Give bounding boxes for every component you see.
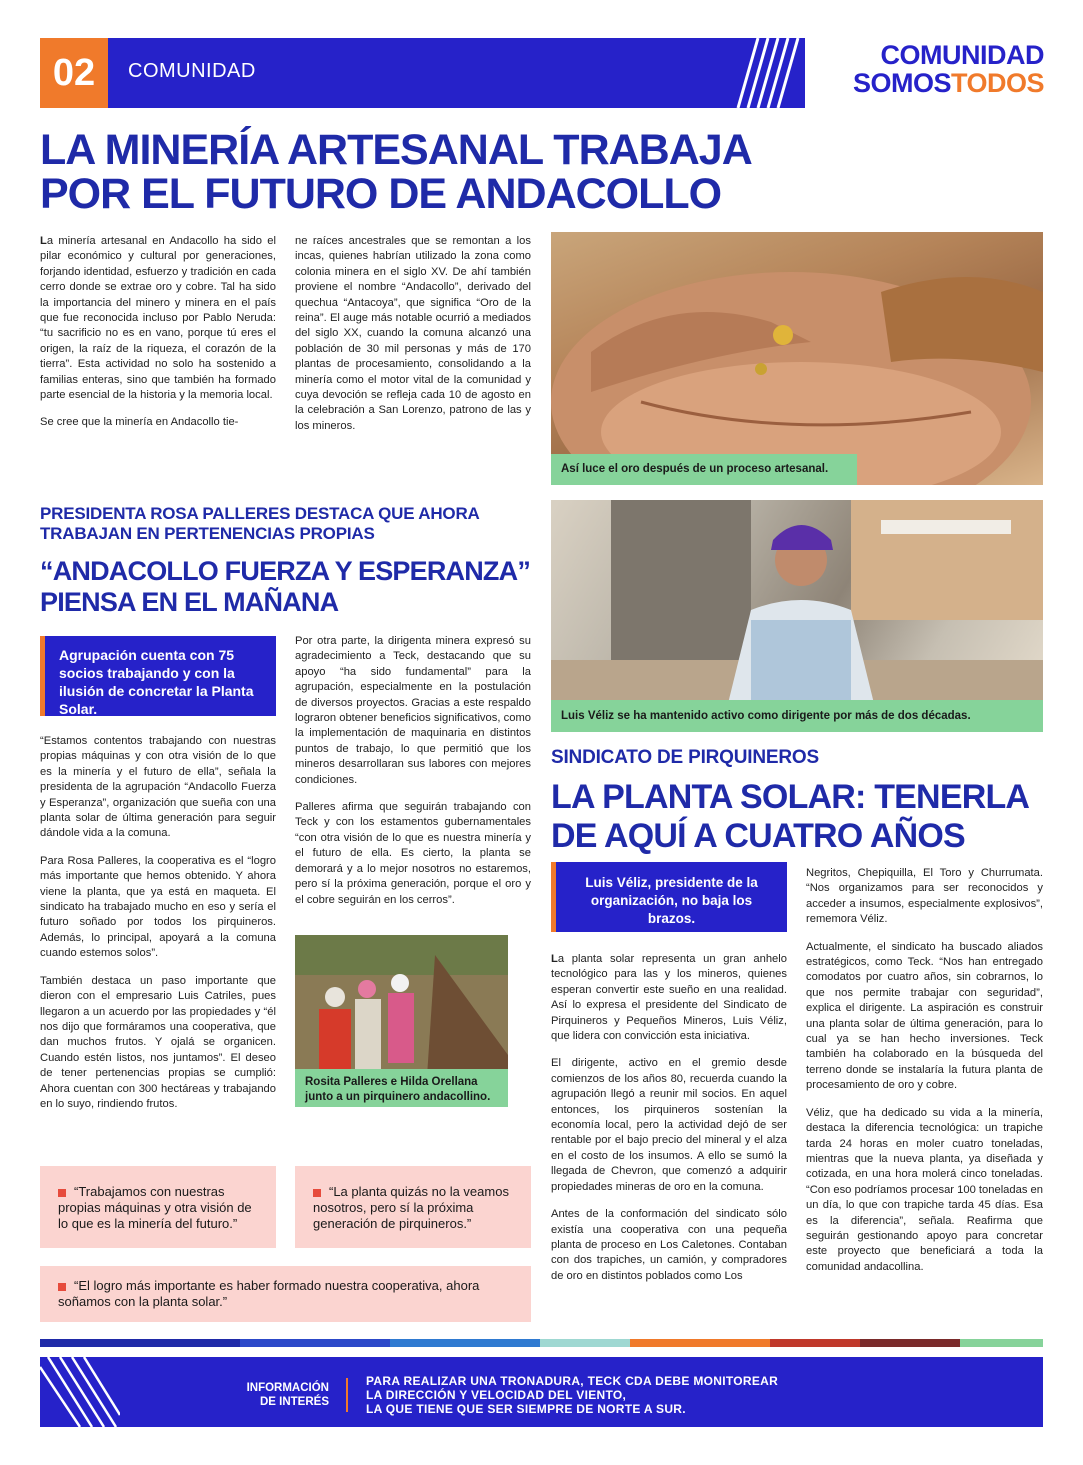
photo-gold-hand (551, 232, 1043, 485)
dropcap: L (551, 953, 558, 965)
title-line1: LA PLANTA SOLAR: TENERLA (551, 778, 1030, 816)
portrait-illustration (551, 500, 1043, 732)
paragraph: a planta solar representa un gran anhelo tecnológico para las y los mineros, quienes esperan convertir este sueño en una realidad. Así lo expresa el presidente del Sindicato de Pirquineros y Pequeños Mineros, Luis Véliz, que lidera con convicción esta iniciativa. (551, 953, 787, 1043)
paragraph: El dirigente, activo en el gremio desde comienzos de los años 80, recuerda cuando la agrupación llegó a reunir mil socios. En aquel entonces, los pirquineros sostenían la economía local, pero la actividad dejó de ser rentable por el bajo precio del mineral y el alza en el costo de los insumos. A ello se sumó la llegada de Chevron, que comenzó a adquirir propiedades mineras de oro en la comuna. (551, 1057, 787, 1193)
gold-nugget (773, 325, 793, 345)
photo-caption: Luis Véliz se ha mantenido activo como dirigente por más de dos décadas. (551, 700, 1043, 732)
color-stripe (770, 1339, 860, 1347)
article3-column1 (551, 952, 787, 1296)
color-stripe (390, 1339, 540, 1347)
paragraph: Para Rosa Palleres, la cooperativa es el “logro más importante que hemos obtenido. Y ahora viene la planta, que ya está en maqueta. El sindicato ha trabajado mucho en eso y sería el futuro soñado por todos los pirquineros. Además, lo principal, apoyará a la comuna cuando estemos solos”. (40, 854, 276, 960)
dropcap: L (40, 235, 47, 247)
pull-quote-1 (40, 1166, 276, 1248)
article2-highlight-box: Agrupación cuenta con 75 socios trabajando y con la ilusión de concretar la Planta Solar. (40, 636, 276, 716)
headline-line2: POR EL FUTURO DE ANDACOLLO (40, 170, 722, 218)
info-label (195, 1381, 329, 1409)
photo-caption: Así luce el oro después de un proceso artesanal. (551, 454, 857, 485)
paragraph: ne raíces ancestrales que se remontan a los incas, quienes habrían utilizado la zona como colonia minera en el siglo XV. De ahí también proviene el nombre “Andacollo”, derivado del quechua “Antacoya”, que significa “Oro de la reina”. El auge más notable ocurrió a mediados del siglo XX, cuando la comuna alcanzó una población de 30 mil personas y más de 170 plantas de procesamiento, consolidando a la minería como el motor vital de la comunidad y cuya devoción se refleja cada 10 de agosto en la celebración a San Lorenzo, patrono de las y los mineros. (295, 235, 531, 432)
paragraph: Por otra parte, la dirigenta minera expresó su agradecimiento a Teck, destacando que su apoyo “ha sido fundamental” para la agrupación, especialmente en la postulación de diversos proyectos. Gracias a este respaldo lograron obtener beneficios significativos, como la implementación de maquinaria en distintos puntos de trabajo, lo que permitió que los mineros desarrollaran sus labores con mejores condiciones. (295, 635, 531, 786)
photo-caption: Rosita Palleres e Hilda Orellana junto a un pirquinero andacollino. (295, 1069, 508, 1107)
info-line2: LA DIRECCIÓN Y VELOCIDAD DEL VIENTO, (366, 1388, 627, 1402)
article1-column1 (40, 234, 276, 443)
info-line1: PARA REALIZAR UNA TRONADURA, TECK CDA DEBE MONITOREAR (366, 1374, 779, 1388)
page-number: 02 (40, 38, 108, 108)
info-line3: LA QUE TIENE QUE SER SIEMPRE DE NORTE A SUR. (366, 1402, 686, 1416)
pull-quote-3 (40, 1266, 531, 1322)
paragraph: También destaca un paso importante que dieron con el empresario Luis Catriles, pues llegaron a un acuerdo por las propiedades y “él nos dijo que formáramos una cooperativa, que dan muchos frutos. Y ojalá se organicen. Cuando estén listos, nos juntamos”. El deseo de tener pertenencias propias se cumplió: Ahora cuentan con 300 hectáreas y trabajando en lo suyo, rindiendo frutos. (40, 974, 276, 1110)
article2-title (40, 556, 540, 618)
headline-line1: LA MINERÍA ARTESANAL TRABAJA (40, 126, 752, 174)
photo-miners-group (295, 935, 508, 1107)
brand-logo-line1: COMUNIDAD (880, 40, 1044, 70)
brand-todos: TODOS (950, 68, 1044, 98)
quote-text: “El logro más importante es haber formado nuestra cooperativa, ahora soñamos con la planta solar.” (58, 1278, 480, 1309)
article2-kicker: PRESIDENTA ROSA PALLERES DESTACA QUE AHORA TRABAJAN EN PERTENENCIAS PROPIAS (40, 504, 479, 543)
quote-marker-icon (58, 1283, 66, 1291)
color-stripe (860, 1339, 960, 1347)
color-stripe (960, 1339, 1043, 1347)
quote-text: “Trabajamos con nuestras propias máquinas y otra visión de lo que es la minería del futuro.” (58, 1184, 252, 1231)
article3-title (551, 778, 1051, 856)
quote-text: “La planta quizás no la veamos nosotros, pero sí la próxima generación de pirquineros.” (313, 1184, 509, 1231)
article3-highlight-box: Luis Véliz, presidente de la organización, no baja los brazos. (551, 862, 787, 932)
paragraph: Véliz, que ha dedicado su vida a la minería, destaca la diferencia tecnológica: un trapiche tarda 24 horas en moler cuatro toneladas, mientras que la nueva planta, ya diseñada y cotizada, en una hora molerá cinco toneladas. “Con eso podríamos procesar 100 toneladas en un día, lo que con trapiche tarda 45 días. Esa es la diferencia”, señala. Reafirma que seguirán gestionando apoyo para concretar este proyecto que beneficiará a toda la comunidad andacollina. (806, 1106, 1043, 1273)
quote-marker-icon (58, 1189, 66, 1197)
hand-illustration (551, 232, 1043, 485)
divider (346, 1378, 348, 1412)
article2-column1 (40, 734, 276, 1124)
color-stripe (240, 1339, 390, 1347)
article3-kicker: SINDICATO DE PIRQUINEROS (551, 747, 819, 768)
stripes-decoration (40, 1357, 120, 1427)
paragraph: Negritos, Chepiquilla, El Toro y Churrumata. “Nos organizamos para ser reconocidos y acceder a insumos, especialmente explosivos”, rememora Véliz. (806, 867, 1043, 926)
article1-column2 (295, 234, 531, 446)
color-stripe (540, 1339, 630, 1347)
paragraph: Antes de la conformación del sindicato sólo existía una cooperativa con una pequeña planta de proceso en Los Caletones. Contaban con dos trapiches, un camión, y compradores de oro en distintos poblados como Los (551, 1208, 787, 1282)
article2-column2 (295, 634, 531, 920)
main-headline (40, 128, 780, 216)
paragraph: Se cree que la minería en Andacollo tie- (40, 416, 239, 429)
paragraph: Palleres afirma que seguirán trabajando con Teck y con los estamentos gubernamentales “con otra visión de lo que es nuestra minería y el futuro de ella. Es cierto, la planta se demorará y a lo mejor nosotros no estaremos, pero sí la próxima generación, porque el oro y el cobre seguirán en los cerros”. (295, 801, 531, 906)
paragraph: a minería artesanal en Andacollo ha sido el pilar económico y cultural por generaciones, forjando identidad, esfuerzo y tradición en cada cerro donde se extrae oro y cobre. Tal ha sido la importancia del minero y minera en el país que fue reconocida incluso por Pablo Neruda: “tu sacrificio no es en vano, porque tú eres el origen, la raíz de la riqueza, el corazón de la tierra”. Esta actividad no solo ha sostenido a familias enteras, sino que también ha formado parte esencial de la historia y la memoria local. (40, 235, 276, 402)
paragraph: Actualmente, el sindicato ha buscado aliados estratégicos, como Teck. “Nos han entregado comodatos por cuatro años, sin cobrarnos, lo que nos permite trabajar con seguridad”, explica el dirigente. La aspiración es construir una planta solar de última generación, para lo cual ya se han hecho inversiones. Teck también ha colaborado en la búsqueda del terreno donde se instalaría la futura planta de procesamiento de oro y cobre. (806, 940, 1043, 1092)
article3-column2 (806, 866, 1043, 1287)
paragraph: “Estamos contentos trabajando con nuestras propias máquinas y con otra visión de lo que es la minería y el futuro de ella”, señala la presidenta de la agrupación “Andacollo Fuerza y Esperanza”, organización que sueña con una planta solar de última generación para seguir dándole vida a la comuna. (40, 735, 276, 840)
title-line1: “ANDACOLLO FUERZA Y ESPERANZA” (40, 556, 531, 586)
label-line1: INFORMACIÓN (246, 1382, 329, 1394)
label-line2: DE INTERÉS (259, 1396, 329, 1408)
color-stripe (40, 1339, 240, 1347)
brand-logo-line2 (822, 70, 1044, 96)
quote-marker-icon (313, 1189, 321, 1197)
brand-somos: SOMOS (852, 68, 951, 98)
color-stripe (630, 1339, 770, 1347)
info-text (366, 1374, 926, 1416)
title-line2: DE AQUÍ A CUATRO AÑOS (551, 817, 965, 855)
pull-quote-2 (295, 1166, 531, 1248)
section-title: COMUNIDAD (128, 60, 256, 82)
photo-luis-veliz (551, 500, 1043, 732)
title-line2: PIENSA EN EL MAÑANA (40, 587, 339, 617)
